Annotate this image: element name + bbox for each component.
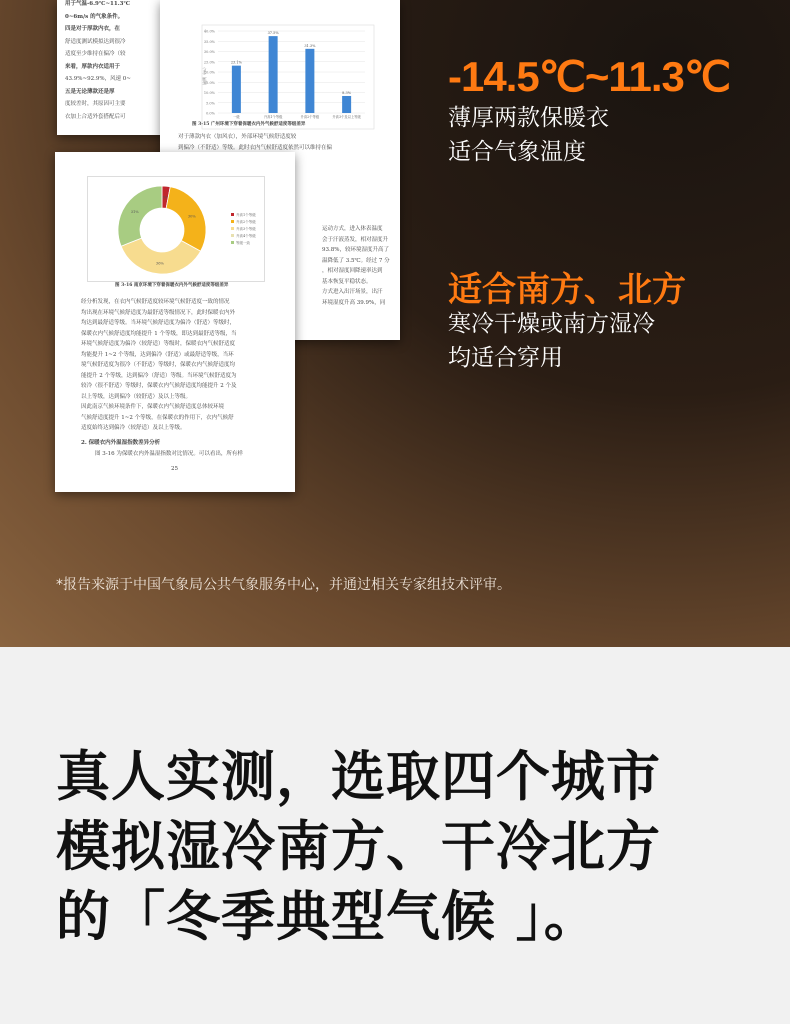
pie-slice-label: 30%: [187, 214, 196, 219]
bar-value-label: 23.1%: [230, 60, 242, 65]
bar-y-tick: 35.0%: [203, 39, 215, 44]
page-1-text-line: 用于气温-6.9℃~11.3℃: [65, 1, 131, 7]
page-3-text-line: 均能提升 1~2 个等级，达到偏冷（舒适）或最舒适等级，当环: [81, 351, 234, 358]
bar-y-tick: 10.0%: [203, 91, 215, 95]
page-3-text-line: 能提升 2 个等级，达到偏冷（舒适）等级。当环境气候舒适度为: [81, 372, 237, 379]
region-desc-1: 寒冷干燥或南方湿冷: [448, 311, 655, 337]
pie-slice: [118, 186, 162, 246]
legend-swatch: [231, 241, 234, 244]
page-2-text-line: 93.8%，较环境湿度升高了: [322, 247, 389, 253]
page-3-text-line: 均出现在环境气候舒适度为最舒适等级情况下，此时保暖衣内外: [81, 309, 236, 316]
page-3-text-line: 环境气候舒适度为偏冷（较舒适）等级时，保暖衣内气候舒适度: [81, 341, 236, 347]
pie-slice-label: 36%: [155, 261, 164, 266]
page-3-text-line: 境气候舒适度为很冷（不舒适）等级时，保暖衣内气候舒适度均: [81, 362, 236, 368]
legend-swatch: [231, 227, 234, 230]
legend-swatch: [231, 234, 234, 237]
page-3-text-line: 适度始终达到偏冷（较舒适）及以上等级。: [81, 425, 186, 431]
bar-y-tick: 15.0%: [203, 80, 215, 85]
pie-slice-label: 3%: [162, 195, 168, 200]
tagline-line-2: 模拟湿冷南方、干冷北方: [56, 815, 661, 878]
tagline-line-3: 的「冬季典型气候 」。: [56, 885, 599, 948]
page-3-text-line: 均达到最舒适等级。当环境气候舒适度为偏冷（舒适）等级时，: [81, 320, 236, 326]
legend-label: 升高4个等级: [236, 234, 256, 238]
page-1-text-line: 适度至少维持在偏冷（较: [65, 51, 126, 57]
pie-chart-caption: 图 3-16 南京环境下穿着保暖衣内外气候舒适度等级差异: [115, 283, 229, 288]
bar-value-label: 31.3%: [304, 43, 316, 48]
tagline: [56, 742, 756, 952]
temperature-desc-2: 适合气象温度: [448, 139, 586, 165]
pie-slice: [166, 187, 206, 251]
page-2-text-line: 对于薄款内衣（加风衣），外部环境气候舒适度较: [178, 134, 297, 140]
bar: [342, 96, 351, 113]
page-2-text-line: 环境湿度升高 39.9%，同: [322, 299, 386, 306]
legend-label: 等级一致: [236, 241, 250, 245]
page-3-text-line: 图 3-16 为保暖衣内外温湿指数对比情况。可以看出，所有样: [95, 451, 243, 457]
region-title: 适合南方、北方: [448, 270, 686, 310]
bar: [305, 49, 314, 113]
bar-y-tick: 25.0%: [203, 60, 215, 65]
page-2-text-line: 会于汗液蒸发，相对湿度升: [322, 236, 389, 243]
page-3-text-line: 较冷（很不舒适）等级时，保暖衣内气候舒适度均能提升 2 个及: [81, 383, 237, 389]
bar-value-label: 37.5%: [267, 31, 279, 36]
bar-category-label: 一级: [233, 115, 240, 119]
bar-y-tick: 40.0%: [203, 29, 215, 34]
source-footnote: *报告来源于中国气象局公共气象服务中心，并通过相关专家组技术评审。: [56, 577, 511, 593]
temperature-range: -14.5℃~11.3℃: [448, 53, 731, 100]
legend-label: 升高3个等级: [236, 227, 256, 231]
page-2-text-line: 运动方式，进入体表温度: [322, 226, 383, 232]
bar-y-tick: 5.0%: [206, 101, 215, 106]
bar-chart-frame: [202, 25, 374, 129]
page-1-text-line: 43.9%~92.9%，风速 0~: [65, 76, 131, 82]
region-desc-2: 均适合穿用: [448, 345, 563, 371]
page-1-text-line: 度较差时，其原因可主要: [65, 101, 126, 107]
page-1-text-line: 衣加上合适外套搭配后可: [65, 113, 126, 120]
page-3-text-line: 以上等级，达到偏冷（较舒适）及以上等级。: [81, 393, 192, 400]
bar-category-label: 升高2个等级: [300, 115, 320, 119]
page-2-text-line: 温降低了 3.5℃。经过 7 分: [322, 257, 390, 264]
page-1-text-line: 五是无论薄款还是厚: [65, 88, 115, 95]
page-1-text-line: 来看，厚款内衣适用于: [65, 63, 121, 70]
bar: [269, 36, 278, 113]
bar-y-tick: 20.0%: [203, 70, 215, 75]
page-1-text-line: 0~6m/s 的气象条件。: [65, 13, 124, 20]
bar-category-label: 升高3个及以上等级: [332, 115, 361, 119]
page-3-text-line: 保暖衣内气候舒适度均能提升 1 个等级，即达到最舒适等级，当: [81, 330, 237, 337]
page-1-text-line: 四是对于厚款内衣，在: [65, 26, 121, 32]
bar-category-label: 升高1个等级: [263, 115, 283, 119]
bar: [232, 66, 241, 113]
bar-value-label: 8.3%: [342, 90, 352, 95]
page-3-text-line: 因此南京气候环境条件下，保暖衣内气候舒适度总体较环境: [81, 404, 225, 410]
bar-y-tick: 30.0%: [203, 50, 215, 54]
temperature-desc-1: 薄厚两款保暖衣: [448, 105, 609, 131]
bar-y-tick: 0.0%: [206, 111, 215, 116]
legend-swatch: [231, 213, 234, 216]
page-number: 25: [171, 466, 178, 472]
page-2-text-line: 基本恢复平稳状态。: [322, 278, 372, 285]
legend-swatch: [231, 220, 234, 223]
pie-chart: [55, 174, 295, 284]
page-2-text-line: 到偏冷（不舒适）等级。此时衣内气候舒适度依然可以维持在偏: [178, 144, 333, 151]
page-1-text-line: 舒适度测试模拟达到很冷: [65, 38, 126, 45]
report-page-3: [55, 152, 295, 492]
pie-slice-label: 31%: [130, 209, 139, 214]
bar-y-label: 比例（%）: [202, 65, 207, 85]
page-3-text-line: 经分析发现，在衣内气候舒适度较环境气候舒适度一致的情况: [81, 299, 230, 305]
page-2-text-line: ，相对湿度回降速率达到: [322, 268, 383, 274]
bar-chart-caption: 图 3-15 广州环境下穿着保暖衣内外气候舒适度等级差异: [192, 122, 306, 127]
page-3-heading: 2. 保暖衣内外温湿指数差异分析: [81, 440, 161, 446]
legend-label: 升高1个等级: [236, 213, 256, 217]
tagline-line-1: 真人实测，选取四个城市: [56, 745, 661, 808]
page-2-text-line: 方式进入出汗场景，出汗: [322, 289, 383, 295]
page-3-text-line: 气候舒适度提升 1~2 个等级，在保暖衣的作用下，衣内气候舒: [81, 414, 234, 421]
legend-label: 升高2个等级: [236, 220, 256, 224]
